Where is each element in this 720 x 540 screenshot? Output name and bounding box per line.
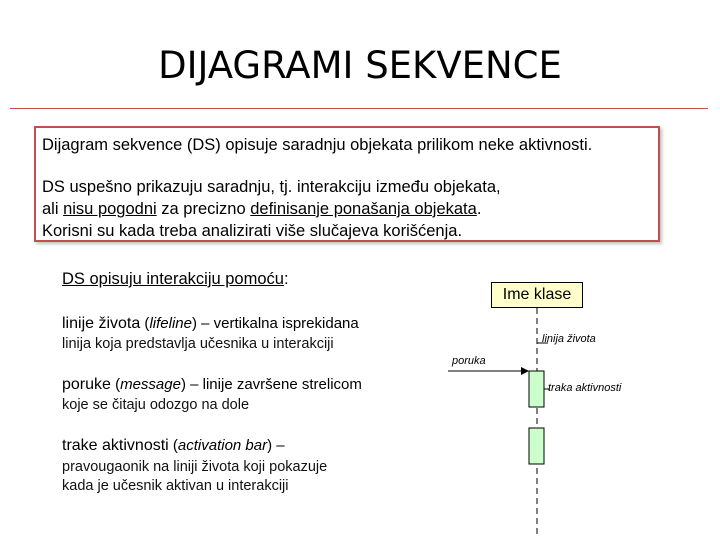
subhead-colon: :	[283, 270, 289, 288]
item-message-term-en: message	[120, 376, 181, 393]
message-label: poruka	[452, 355, 486, 367]
intro-defining-behavior: definisanje ponašanja objekata	[250, 200, 477, 218]
activation-label: traka aktivnosti	[548, 382, 622, 394]
item-activation-rest: ) –	[267, 437, 285, 454]
intro-line-1: Dijagram sekvence (DS) opisuje saradnju objekata prilikom neke aktivnosti.	[42, 136, 593, 154]
intro-line-2: DS uspešno prikazuju saradnju, tj. interakciju između objekata,	[42, 178, 501, 196]
item-activation-paren: (	[168, 437, 178, 454]
activation-bar-2	[529, 428, 544, 464]
item-message-rest: ) – linije završene strelicom	[180, 376, 362, 393]
item-message-desc: koje se čitaju odozgo na dole	[62, 397, 250, 413]
intro-line-3-a: ali	[42, 200, 64, 218]
intro-line-3-e: .	[476, 200, 482, 218]
item-activation-term: trake aktivnosti	[62, 437, 169, 454]
item-activation-desc-2: kada je učesnik aktivan u interakciji	[62, 478, 289, 494]
item-lifeline-rest: ) – vertikalna isprekidana	[191, 315, 359, 332]
slide-title: DIJAGRAMI SEKVENCE	[158, 44, 562, 87]
subhead-text: DS opisuju interakciju pomoću	[62, 270, 284, 288]
item-message-paren: (	[110, 376, 121, 393]
item-lifeline-desc: linija koja predstavlja učesnika u interakciji	[62, 336, 334, 352]
item-activation-desc-1: pravougaonik na liniji života koji pokazuje	[62, 459, 328, 475]
item-message-term: poruke	[62, 376, 111, 393]
intro-line-3-c: za precizno	[156, 200, 251, 218]
item-activation-term-en: activation bar	[177, 437, 268, 454]
lifeline-label: linija života	[542, 333, 596, 345]
intro-line-4: Korisni su kada treba analizirati više slučajeva korišćenja.	[42, 222, 463, 240]
item-lifeline-term: linije života	[62, 315, 141, 332]
class-box: Ime klase	[491, 282, 583, 308]
activation-bar-1	[529, 371, 544, 407]
intro-not-suitable: nisu pogodni	[63, 200, 157, 218]
item-lifeline-paren: (	[140, 315, 150, 332]
item-lifeline-term-en: lifeline	[149, 315, 192, 332]
